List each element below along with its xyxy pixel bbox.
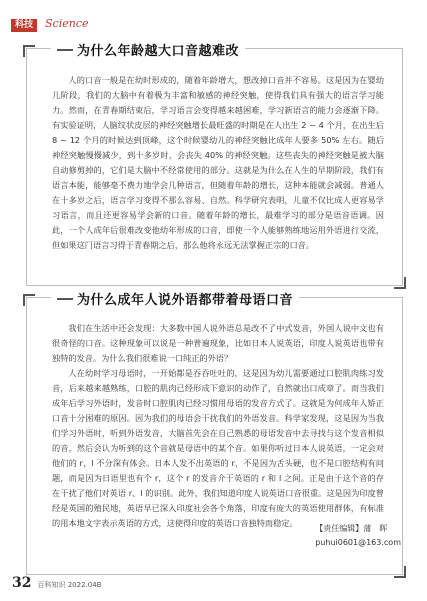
- section-label-en: Science: [45, 17, 89, 30]
- corner-decoration: [23, 45, 35, 57]
- corner-decoration: [394, 566, 406, 578]
- corner-decoration: [394, 277, 406, 289]
- article-paragraph: 人的口音一般是在幼时形成的，随着年龄增大，想改掉口音并不容易。这是因为在婴幼儿阶段，我们的大脑中有着极为丰富和敏感的神经突触，使得我们具有强大的语言学习能力。然而，在青春期结束后，学习语言会变得越来越困难，学习新语言的能力会逐渐下降。有实验证明，人脑纹状皮层的神经突触增长最旺盛的时期是在人出生 2 ~ 4 个月，在出生后 8 ~ 12 个月的时候达到顶峰，这个时候婴幼儿的神经突触比成年人要多 50% 左右。随后神经突触慢慢减少，到十多岁时，会丧失 40% 的神经突触。这些丧失的神经突触是被大脑自动修剪掉的，它们是大脑中不经常使用的部分。这就是为什么在人生的早期阶段，我们有语言本能，能够毫不费力地学会几种语言，但随着年龄的增长，这种本能就会减弱。普通人在十多岁之后，语言学习变得不那么容易、自然。科学研究表明，儿童不仅比成人更容易学习语言，而且还更容易学会新的口音。随着年龄的增长，最难学习的部分是语音语调。因此，一个人成年后很难改变他幼年形成的口音，即使一个人能够熟练地运用外语进行交流，但如果这门语言习得于青春期之后，那么他将永远无法掌握正宗的口音。: [52, 75, 384, 250]
- article-paragraph: 人在幼时学习母语时，一开始都是吞吞吐吐的，这是因为幼儿需要通过口腔肌肉练习发音，后来越来越熟练，口腔的肌肉已经形成下意识的动作了，自然就出口成章了。而当我们成年后学习外语时，发音时口腔肌肉已经习惯用母语的发音方式了。这就是为何成年人矫正口音十分困难的原因。因为我们的母语会干扰我们的外语发音。科学家发现，这是因为当我们学习外语时，听到外语发音，大脑首先会在自己熟悉的母语发音中去寻找与这个发音相似的音，然后会认为听到的这个音就是母语中的某个音。如果你听过日本人说英语，一定会对他们的 r、l 不分深有体会。日本人发不出英语的 r，不是因为舌头硬，也不是口腔结构有问题，而是因为日语里也有个 r，这个 r 的发音介于英语的 r 和 l 之间。正是由于这个音的存在干扰了他们对英语 r、l 的识别。此外，我们知道印度人说英语口音很重。这是因为印度曾经是英国的殖民地，英语早已深入印度社会各个角落，印度有庞大的英语使用群体，有标准的用本地文字表示英语的方式，这使得印度的英语口音独特而稳定。: [52, 368, 384, 528]
- publication-info: 百科知识 2022.04B: [37, 581, 102, 589]
- editor-email: puhui0601@163.com: [315, 538, 401, 547]
- article-title-wrap: [51, 289, 299, 308]
- section-badge: 科技: [11, 19, 37, 32]
- editor-credit: [315, 522, 401, 550]
- title-dash: [57, 49, 73, 51]
- article-box-accent: [26, 44, 403, 286]
- article-title: 为什么成年人说外语都带着母语口音: [77, 293, 294, 308]
- page-footer: [12, 575, 101, 595]
- title-dash: [57, 298, 73, 300]
- article-title-wrap: [51, 40, 245, 59]
- article-paragraph: 我们在生活中还会发现：大多数中国人说外语总是改不了中式发音，外国人说中文也有很奇怪的口音。这种现象可以说是一种普遍现象，比如日本人说英语，印度人说英语也带有独特的发音。为什么我们很难说一口纯正的外语？: [52, 323, 384, 363]
- article-body: [52, 321, 384, 531]
- page-header: [0, 0, 427, 34]
- page-number: 32: [12, 575, 32, 591]
- article-body: [52, 73, 384, 253]
- article-title: 为什么年龄越大口音越难改: [77, 44, 240, 59]
- corner-decoration: [23, 294, 35, 306]
- editor-label: 【责任编辑】: [315, 524, 364, 533]
- editor-name: 蒲 晖: [363, 524, 388, 533]
